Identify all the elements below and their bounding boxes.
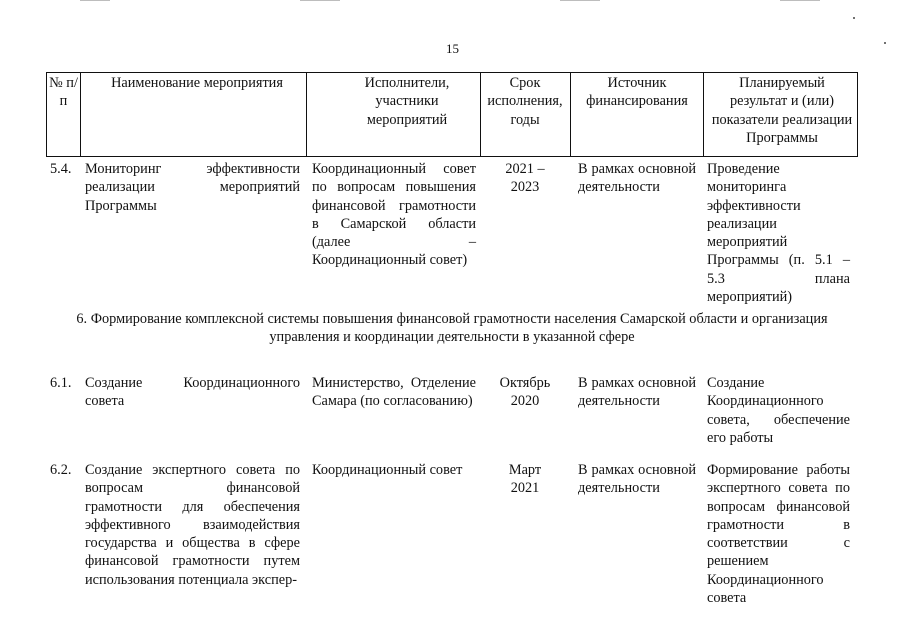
header-source: Источник финансирования [586, 75, 688, 110]
row-6-2-executors: Координационный совет [312, 462, 463, 478]
header-term: Срок исполнения, годы [487, 75, 563, 128]
row-5-4-term: 2021 – 2023 [505, 161, 545, 196]
header-executors: Исполнители, участники мероприятий [364, 75, 450, 128]
row-5-4-source: В рамках основной деятельности [578, 161, 696, 196]
row-6-1-source: В рамках основной деятельности [578, 375, 696, 410]
row-6-2-source: В рамках основной деятельности [578, 462, 696, 497]
row-5-4-name: Мониторинг эффективности реализации мероприятий Программы [85, 161, 300, 214]
header-num: № п/п [49, 75, 78, 110]
header-result: Планируемый результат и (или) показатели реализации Программы [711, 75, 853, 146]
row-6-1-number: 6.1. [50, 375, 72, 391]
row-6-1-term: Октябрь 2020 [499, 375, 551, 410]
row-6-1-name: Создание Координационного совета [85, 375, 300, 410]
section-heading: 6. Формирование комплексной системы повышения финансовой грамотности населения Самарской области и организация управления и координации деятельности в указанной сфере [76, 311, 828, 346]
column-divider [703, 73, 704, 156]
scan-speck [853, 17, 855, 19]
scan-edge-line [560, 0, 600, 1]
row-6-2-term: Март 2021 [508, 462, 542, 497]
scan-edge-line [300, 0, 340, 1]
header-name: Наименование мероприятия [111, 75, 283, 91]
row-6-2-number: 6.2. [50, 462, 72, 478]
column-divider [80, 73, 81, 156]
column-divider [570, 73, 571, 156]
row-6-1-executors: Министерство, Отделение Самара (по согласованию) [312, 375, 476, 410]
scan-edge-line [780, 0, 820, 1]
row-5-4-number: 5.4. [50, 161, 72, 177]
table-header [46, 72, 858, 157]
row-6-2-name: Создание экспертного совета по вопросам финансовой грамотности для обеспечения эффективного взаимодействия государства и общества в сфере финансовой грамотности путем использования потенциала экспер- [85, 462, 300, 588]
row-5-4-result: Проведение мониторинга эффективности реализации мероприятий Программы (п. 5.1 – 5.3 плана мероприятий) [707, 161, 850, 306]
column-divider [306, 73, 307, 156]
row-5-4-executors: Координационный совет по вопросам повышения финансовой грамотности в Самарской области (далее – Координационный совет) [312, 161, 476, 269]
row-6-1-result: Создание Координационного совета, обеспечение его работы [707, 375, 850, 446]
page-number: 15 [446, 41, 459, 56]
row-6-2-result: Формирование работы экспертного совета по вопросам финансовой грамотности в соответствии с решением Координационного совета [707, 462, 850, 607]
scan-edge-line [80, 0, 110, 1]
